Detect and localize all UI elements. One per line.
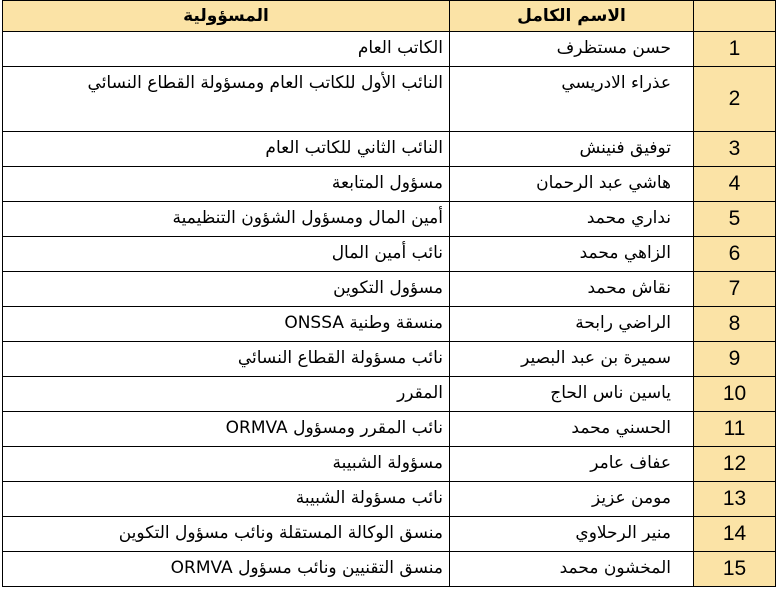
member-name: نقاش محمد <box>450 272 694 307</box>
row-number: 7 <box>694 272 776 307</box>
member-name: الراضي رابحة <box>450 307 694 342</box>
member-role: المقرر <box>3 377 450 412</box>
row-number: 1 <box>694 32 776 67</box>
table-row <box>3 552 776 587</box>
header-number <box>694 1 776 32</box>
row-number: 9 <box>694 342 776 377</box>
member-role: الكاتب العام <box>3 32 450 67</box>
row-number: 3 <box>694 132 776 167</box>
table-row <box>3 412 776 447</box>
member-role: منسقة وطنية ONSSA <box>3 307 450 342</box>
row-number: 10 <box>694 377 776 412</box>
member-name: الحسني محمد <box>450 412 694 447</box>
table-row <box>3 307 776 342</box>
table-row <box>3 517 776 552</box>
member-name: عذراء الادريسي <box>450 67 694 132</box>
member-name: عفاف عامر <box>450 447 694 482</box>
table-header-row <box>3 1 776 32</box>
member-name: المخشون محمد <box>450 552 694 587</box>
row-number: 12 <box>694 447 776 482</box>
member-role: نائب مسؤولة الشبيبة <box>3 482 450 517</box>
member-name: هاشي عبد الرحمان <box>450 167 694 202</box>
table-row <box>3 272 776 307</box>
member-role: نائب مسؤولة القطاع النسائي <box>3 342 450 377</box>
member-name: توفيق فنينش <box>450 132 694 167</box>
member-role: أمين المال ومسؤول الشؤون التنظيمية <box>3 202 450 237</box>
member-role: مسؤول التكوين <box>3 272 450 307</box>
member-name: نداري محمد <box>450 202 694 237</box>
member-name: منير الرحلاوي <box>450 517 694 552</box>
header-full-name: الاسم الكامل <box>450 1 694 32</box>
table-row <box>3 67 776 132</box>
row-number: 15 <box>694 552 776 587</box>
table-row <box>3 167 776 202</box>
table-row <box>3 377 776 412</box>
member-name: حسن مستظرف <box>450 32 694 67</box>
member-name: سميرة بن عبد البصير <box>450 342 694 377</box>
row-number: 14 <box>694 517 776 552</box>
table-row <box>3 202 776 237</box>
row-number: 13 <box>694 482 776 517</box>
member-role: منسق التقنيين ونائب مسؤول ORMVA <box>3 552 450 587</box>
row-number: 11 <box>694 412 776 447</box>
row-number: 5 <box>694 202 776 237</box>
member-role: مسؤول المتابعة <box>3 167 450 202</box>
members-table <box>2 0 776 587</box>
member-role: نائب أمين المال <box>3 237 450 272</box>
member-name: الزاهي محمد <box>450 237 694 272</box>
row-number: 4 <box>694 167 776 202</box>
member-name: ياسين ناس الحاج <box>450 377 694 412</box>
member-role: النائب الأول للكاتب العام ومسؤولة القطاع النسائي <box>3 67 450 132</box>
member-role: النائب الثاني للكاتب العام <box>3 132 450 167</box>
row-number: 6 <box>694 237 776 272</box>
header-responsibility: المسؤولية <box>3 1 450 32</box>
member-role: مسؤولة الشبيبة <box>3 447 450 482</box>
row-number: 2 <box>694 67 776 132</box>
member-name: مومن عزيز <box>450 482 694 517</box>
table-row <box>3 237 776 272</box>
table-row <box>3 447 776 482</box>
table-row <box>3 32 776 67</box>
member-role: نائب المقرر ومسؤول ORMVA <box>3 412 450 447</box>
table-row <box>3 132 776 167</box>
row-number: 8 <box>694 307 776 342</box>
table-row <box>3 482 776 517</box>
member-role: منسق الوكالة المستقلة ونائب مسؤول التكوين <box>3 517 450 552</box>
table-row <box>3 342 776 377</box>
